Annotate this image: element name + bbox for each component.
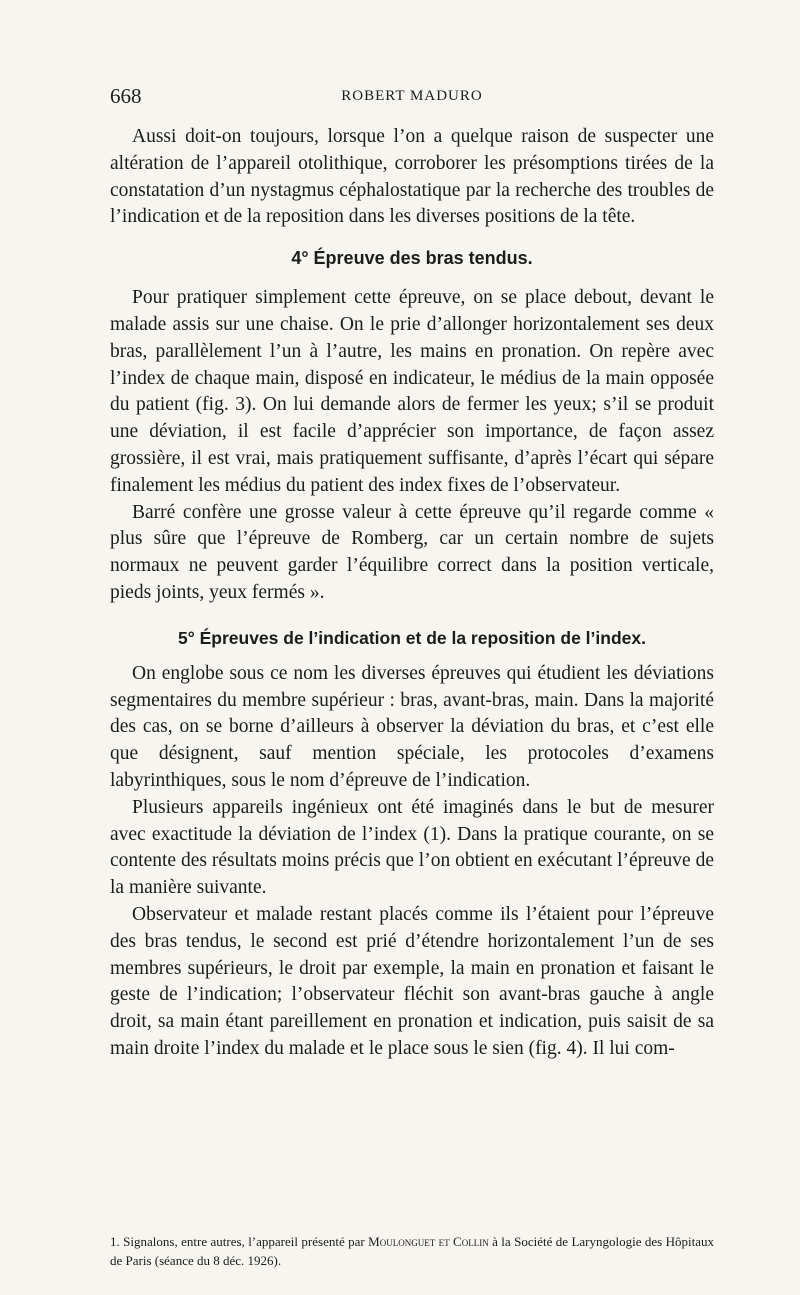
footnote-text-end: à la Société de Laryngologie des Hôpitaux de Paris (séance du 8 déc. 1926). (110, 1234, 715, 1268)
page-body (110, 124, 714, 1063)
paragraph: Plusieurs appareils ingénieux ont été imaginés dans le but de mesurer avec exactitude la déviation de l’index (1). Dans la pratique courante, on se contente des résultats moins précis que l’on obtient en exécutant l’épreuve de la manière suivante. (110, 796, 714, 899)
paragraph: Aussi doit-on toujours, lorsque l’on a quelque raison de suspecter une altération de l’appareil otolithique, corroborer les présomptions tirées de la constatation d’un nystagmus céphalostatique par la recherche des troubles de l’indication et de la reposition dans les diverses positions de la tête. (110, 126, 714, 228)
footnote-authors: oulonguet et Collin (379, 1234, 489, 1249)
page-header (110, 84, 714, 114)
section-heading: 4° Épreuve des bras tendus. (291, 248, 533, 269)
paragraph: Pour pratiquer simplement cette épreuve, on se place debout, devant le malade assis sur une chaise. On le prie d’allonger horizontalement ses deux bras, parallèlement l’un à l’autre, les mains en pronation. On repère avec l’index de chaque main, disposé en indicateur, le médius de la main opposée du patient (fig. 3). On lui demande alors de fermer les yeux; s’il se produit une déviation, il est facile d’apprécier son importance, de façon assez grossière, il est vrai, mais pratiquement suffisante, d’après l’écart qui sépare finalement les médius du patient des index fixes de l’observateur. (110, 287, 714, 496)
footnote (110, 1232, 714, 1270)
running-head: ROBERT MADURO (341, 88, 483, 104)
paragraph: Observateur et malade restant placés comme ils l’étaient pour l’épreuve des bras tendus, le second est prié d’étendre horizontalement l’un de ses membres supérieurs, le droit par exemple, la main en pronation et faisant le geste de l’indication; l’observateur fléchit son avant-bras gauche à angle droit, sa main étant pareillement en pronation et indication, puis saisit de sa main droite l’index du malade et le place sous le sien (fig. 4). Il lui com- (110, 903, 714, 1059)
paragraph: Barré confère une grosse valeur à cette épreuve qu’il regarde comme « plus sûre que l’épreuve de Romberg, car un certain nombre de sujets normaux ne peuvent garder l’équilibre correct dans la position verticale, pieds joints, yeux fermés ». (110, 501, 714, 603)
page-number: 668 (110, 84, 142, 108)
footnote-text: 1. Signalons, entre autres, l’appareil présenté par M (110, 1234, 380, 1249)
paragraph: On englobe sous ce nom les diverses épreuves qui étudient les déviations segmentaires du membre supérieur : bras, avant-bras, main. Dans la majorité des cas, on se borne d’ailleurs à observer la déviation du bras, et c’est elle que désignent, sauf mention spéciale, les protocoles d’examens labyrinthiques, sous le nom d’épreuve de l’indication. (110, 662, 714, 791)
section-heading: 5° Épreuves de l’indication et de la reposition de l’index. (178, 627, 646, 648)
